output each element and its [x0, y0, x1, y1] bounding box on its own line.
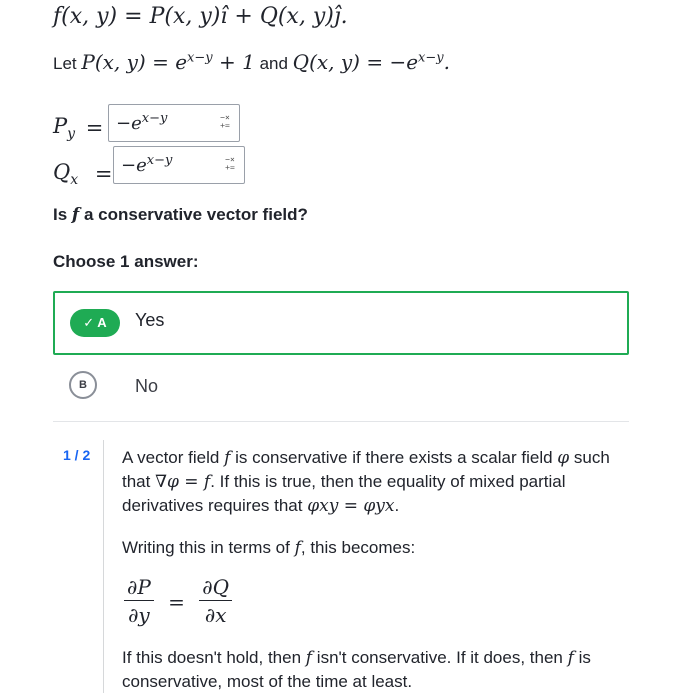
qx-label-main: Q — [53, 160, 71, 184]
hint-p1-d: . If this is true, then the equality of mixed partial derivatives requires that — [122, 472, 566, 515]
qx-label-sub: x — [70, 172, 79, 189]
py-value-base: −e — [116, 113, 142, 134]
choice-b-badge: B — [69, 371, 97, 399]
hint-paragraph-1 — [122, 446, 642, 518]
frac-right-den: ∂x — [204, 603, 227, 627]
question-text — [53, 205, 308, 225]
frac-right — [199, 574, 232, 629]
hint-p2-f: f — [294, 538, 301, 558]
q-definition-base: Q(x, y) = −e — [292, 50, 419, 74]
p-definition-base: P(x, y) = e — [81, 50, 188, 74]
choice-a-badge: ✓ A — [70, 309, 120, 337]
math-keypad-icon[interactable]: −× += — [225, 155, 235, 172]
definition-rhs: = P(x, y)î + Q(x, y)ĵ. — [124, 4, 348, 29]
py-answer-input[interactable] — [108, 104, 240, 142]
frac-left — [124, 574, 154, 629]
divider — [53, 421, 629, 422]
choice-a[interactable] — [53, 291, 629, 355]
choice-b-label: No — [135, 376, 159, 396]
frac-left-den: ∂y — [128, 603, 150, 627]
and-word: and — [259, 54, 288, 73]
py-label — [53, 114, 103, 142]
py-label-main: P — [53, 114, 68, 138]
definition-lhs: f(x, y) — [53, 4, 118, 29]
choice-a-label: Yes — [135, 310, 165, 330]
question-suffix: a conservative vector field? — [79, 205, 308, 224]
hint-paragraph-2 — [122, 536, 642, 560]
qx-answer-input[interactable] — [113, 146, 245, 184]
hint-p1-c: such that — [122, 448, 610, 491]
math-keypad-icon[interactable]: −× += — [220, 113, 230, 130]
hint-p3-f2: f — [567, 648, 574, 668]
question-prefix: Is — [53, 205, 72, 224]
let-word: Let — [53, 54, 77, 73]
qx-label — [53, 160, 112, 188]
py-label-sub: y — [67, 126, 76, 143]
hint-p3-a: If this doesn't hold, then — [122, 648, 306, 667]
q-definition-exp: x−y — [418, 50, 444, 66]
hint-p1-mixed: φxy = φyx — [307, 496, 395, 516]
component-definitions — [53, 50, 450, 74]
qx-value-exp: x−y — [146, 153, 173, 168]
hint-p1-f: f — [224, 448, 231, 468]
hint-p1-b: is conservative if there exists a scalar field — [230, 448, 558, 467]
hint-p1-a: A vector field — [122, 448, 225, 467]
py-value-exp: x−y — [141, 111, 168, 126]
hint-p2-a: Writing this in terms of — [122, 538, 295, 557]
hint-p2-b: , this becomes: — [300, 538, 416, 557]
q-definition-tail: . — [443, 50, 450, 74]
frac-left-num: ∂P — [124, 574, 154, 601]
vector-field-definition — [53, 4, 348, 29]
hint-counter: 1 / 2 — [63, 447, 91, 463]
hint-p3-c: is conservative, most of the time at least. — [122, 648, 591, 691]
hint-p1-phi: φ — [557, 448, 570, 468]
py-equals: = — [85, 115, 104, 140]
q-definition — [293, 50, 450, 74]
hint-side-bar — [103, 440, 104, 693]
frac-right-num: ∂Q — [199, 574, 232, 601]
hint-p1-grad: ∇φ = f — [155, 472, 211, 492]
qx-value-base: −e — [121, 155, 147, 176]
hint-p1-e: . — [394, 496, 400, 515]
p-definition-exp: x−y — [187, 50, 213, 66]
hint-paragraph-3 — [122, 646, 642, 694]
hint-p3-f1: f — [305, 648, 313, 668]
mixed-partial-equation — [124, 574, 232, 629]
choose-label: Choose 1 answer: — [53, 252, 199, 271]
p-definition-tail: + 1 — [218, 50, 255, 74]
p-definition — [81, 50, 254, 74]
question-f: f — [71, 205, 80, 225]
frac-equals: = — [168, 589, 185, 614]
py-answer-value — [116, 111, 167, 134]
hint-p3-b: isn't conservative. If it does, then — [312, 648, 568, 667]
choice-b[interactable] — [53, 368, 629, 408]
qx-answer-value — [121, 153, 172, 176]
qx-equals: = — [94, 161, 113, 186]
